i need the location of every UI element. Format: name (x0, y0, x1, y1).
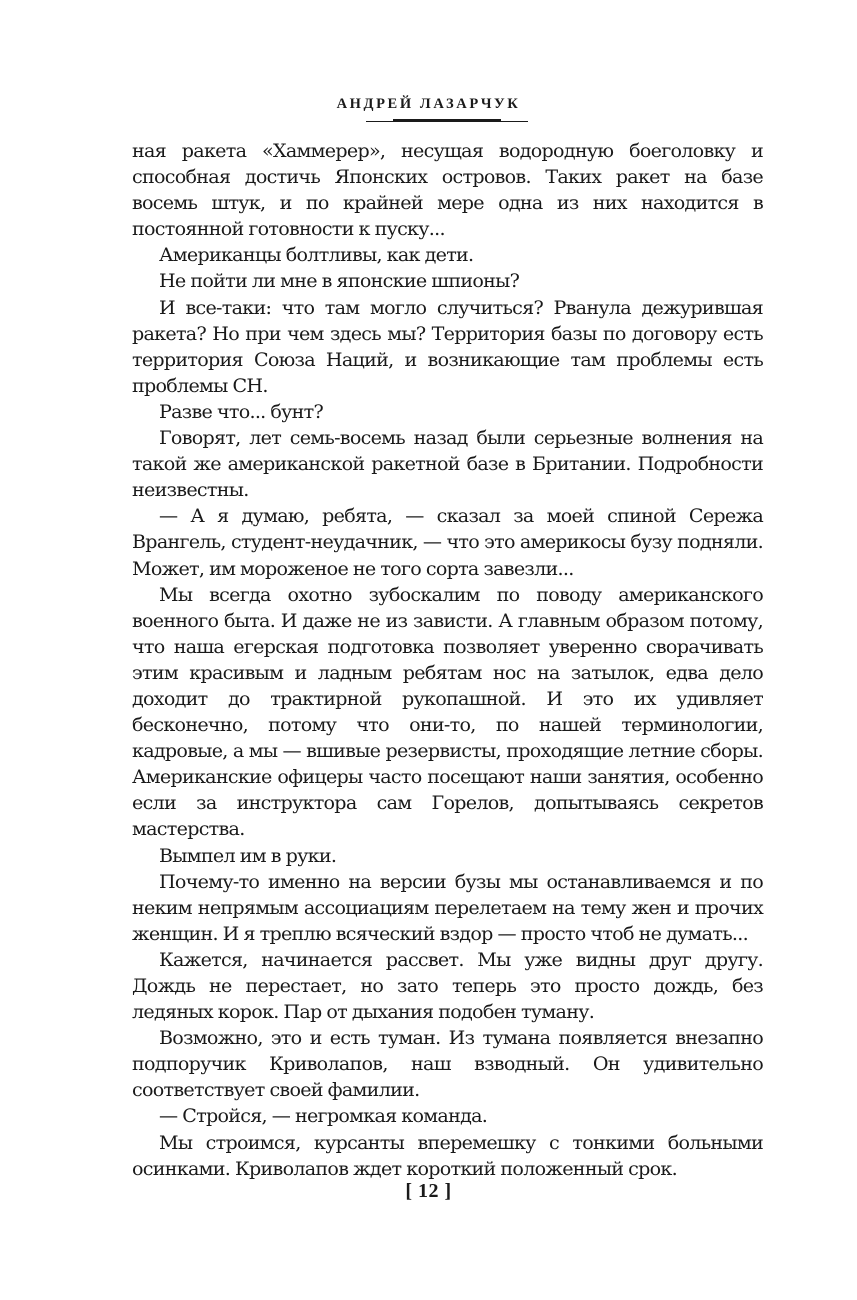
paragraph: Возможно, это и есть туман. Из тумана появляется внезапно подпоручик Криволапов, наш взводный. Он удивительно соответствует своей фамилии. (132, 1026, 763, 1102)
running-header (0, 93, 857, 113)
running-header-author: АНДРЕЙ ЛАЗАРЧУК (336, 96, 521, 112)
paragraph: — Стройся, — негромкая команда. (159, 1104, 488, 1128)
header-rule-accent (393, 119, 501, 122)
paragraph: Говорят, лет семь-восемь назад были серьезные волнения на такой же американской ракетной базе в Британии. Подробности неизвестны. (132, 426, 763, 502)
paragraph: Кажется, начинается рассвет. Мы уже видны друг другу. Дождь не перестает, но зато теперь это просто дождь, без ледяных корок. Пар от дыхания подобен туману. (132, 947, 763, 1024)
paragraph: — А я думаю, ребята, — сказал за моей спиной Сережа Врангель, студент-неудачник, — что это америкосы бузу подняли. Может, им мороженое не того сорта завезли... (132, 504, 763, 580)
paragraph: Мы всегда охотно зубоскалим по поводу американского военного быта. И даже не из зависти. А главным образом потому, что наша егерская подготовка позволяет уверенно сворачивать этим красивым и ладным ребятам нос на затылок, едва дело доходит до трактирной рукопашной. И это их удивляет бесконечно, потому что они-то, по нашей терминологии, кадровые, а мы — вшивые резервисты, проходящие летние сборы. Американские офицеры часто посещают наши занятия, особенно если за инструктора сам Горелов, допытываясь секретов мастерства. (132, 582, 763, 841)
paragraph: Американцы болтливы, как дети. (159, 243, 474, 267)
paragraph: И все-таки: что там могло случиться? Рванула дежурившая ракета? Но при чем здесь мы? Территория базы по договору есть территория Союза Наций, и возникающие там проблемы есть проблемы СН. (132, 295, 763, 397)
body-text (132, 138, 763, 1182)
paragraph: Почему-то именно на версии бузы мы останавливаемся и по неким непрямым ассоциациям перелетаем на тему жен и прочих женщин. И я треплю всяческий вздор — просто чтоб не думать... (132, 869, 763, 945)
paragraph: Разве что... бунт? (159, 399, 324, 423)
paragraph: Не пойти ли мне в японские шпионы? (159, 269, 520, 293)
paragraph: Вымпел им в руки. (159, 843, 337, 867)
paragraph: Мы строимся, курсанты вперемешку с тонкими больными осинками. Криволапов ждет короткий положенный срок. (132, 1130, 763, 1180)
paragraph: ная ракета «Хаммерер», несущая водородную боеголовку и способная достичь Японских островов. Таких ракет на базе восемь штук, и по крайней мере одна из них находится в постоянной готовности к пуску... (132, 139, 763, 241)
page-number: [ 12 ] (405, 1180, 452, 1202)
